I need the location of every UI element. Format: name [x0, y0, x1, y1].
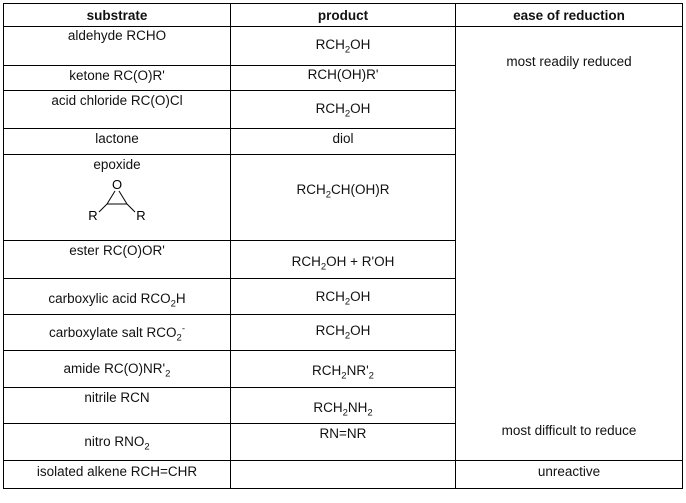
substrate-text: amide $RC(O)NR'_2$ — [63, 361, 171, 380]
product-text: $RCH_2CH(OH)R$ — [296, 182, 390, 201]
table-row — [4, 27, 683, 66]
substrate-cell — [4, 461, 231, 489]
product-cell — [231, 424, 456, 461]
product-cell — [231, 27, 456, 66]
reduction-table — [3, 3, 683, 489]
product-cell — [231, 241, 456, 279]
ease-cell — [456, 27, 683, 461]
product-text: diol — [332, 131, 354, 146]
product-text: $RCH_2OH$ — [315, 289, 371, 308]
substrate-text: epoxide — [93, 157, 141, 172]
product-text: $RCH_2OH + R'OH$ — [291, 254, 395, 273]
ease-top-label: most readily reduced — [506, 54, 632, 69]
r-right-label: R — [136, 208, 146, 223]
epoxide-structure — [77, 174, 157, 224]
column-header: ease of reduction — [456, 4, 683, 27]
substrate-cell — [4, 241, 231, 279]
substrate-cell — [4, 388, 231, 424]
product-cell — [231, 461, 456, 489]
product-text — [231, 461, 455, 464]
product-cell — [231, 91, 456, 129]
product-text: RN=NR — [319, 426, 367, 441]
substrate-text: ester RC(O)OR' — [69, 243, 165, 258]
product-cell — [231, 66, 456, 91]
product-text: $RCH_2NH_2$ — [313, 400, 373, 419]
column-header: product — [231, 4, 456, 27]
product-cell — [231, 388, 456, 424]
product-cell — [231, 315, 456, 351]
substrate-cell — [4, 129, 231, 155]
product-cell — [231, 129, 456, 155]
product-cell — [231, 351, 456, 388]
unreactive-cell — [456, 461, 683, 489]
substrate-text: nitro $RNO_2$ — [84, 434, 150, 453]
column-header: substrate — [4, 4, 231, 27]
substrate-cell — [4, 91, 231, 129]
r-left-label: R — [88, 208, 98, 223]
substrate-text: carboxylate salt $RCO_2^-$ — [48, 323, 185, 344]
substrate-text: nitrile RCN — [84, 390, 150, 405]
substrate-text: carboxylic acid $RCO_2H$ — [48, 291, 186, 310]
substrate-cell — [4, 315, 231, 351]
product-text: RCH(OH)R' — [307, 67, 379, 82]
substrate-text: aldehyde RCHO — [67, 28, 167, 43]
product-text: $RCH_2OH$ — [315, 323, 371, 342]
substrate-cell — [4, 424, 231, 461]
substrate-cell — [4, 66, 231, 91]
product-text: $RCH_2NR'_2$ — [312, 363, 374, 382]
substrate-text: ketone RC(O)R' — [69, 68, 165, 83]
substrate-cell — [4, 279, 231, 315]
product-text: $RCH_2OH$ — [315, 101, 371, 120]
product-text: $RCH_2OH$ — [315, 37, 371, 56]
substrate-text: isolated alkene RCH=CHR — [36, 464, 198, 479]
substrate-text: acid chloride RC(O)Cl — [51, 93, 183, 108]
substrate-text: lactone — [95, 131, 139, 146]
unreactive-text: unreactive — [537, 464, 601, 479]
substrate-cell — [4, 351, 231, 388]
product-cell — [231, 155, 456, 241]
ease-bottom-label: most difficult to reduce — [501, 423, 637, 438]
table-row — [4, 461, 683, 489]
product-cell — [231, 279, 456, 315]
substrate-cell — [4, 155, 231, 241]
header-row — [4, 4, 683, 27]
oxygen-label: O — [111, 177, 123, 192]
substrate-cell — [4, 27, 231, 66]
